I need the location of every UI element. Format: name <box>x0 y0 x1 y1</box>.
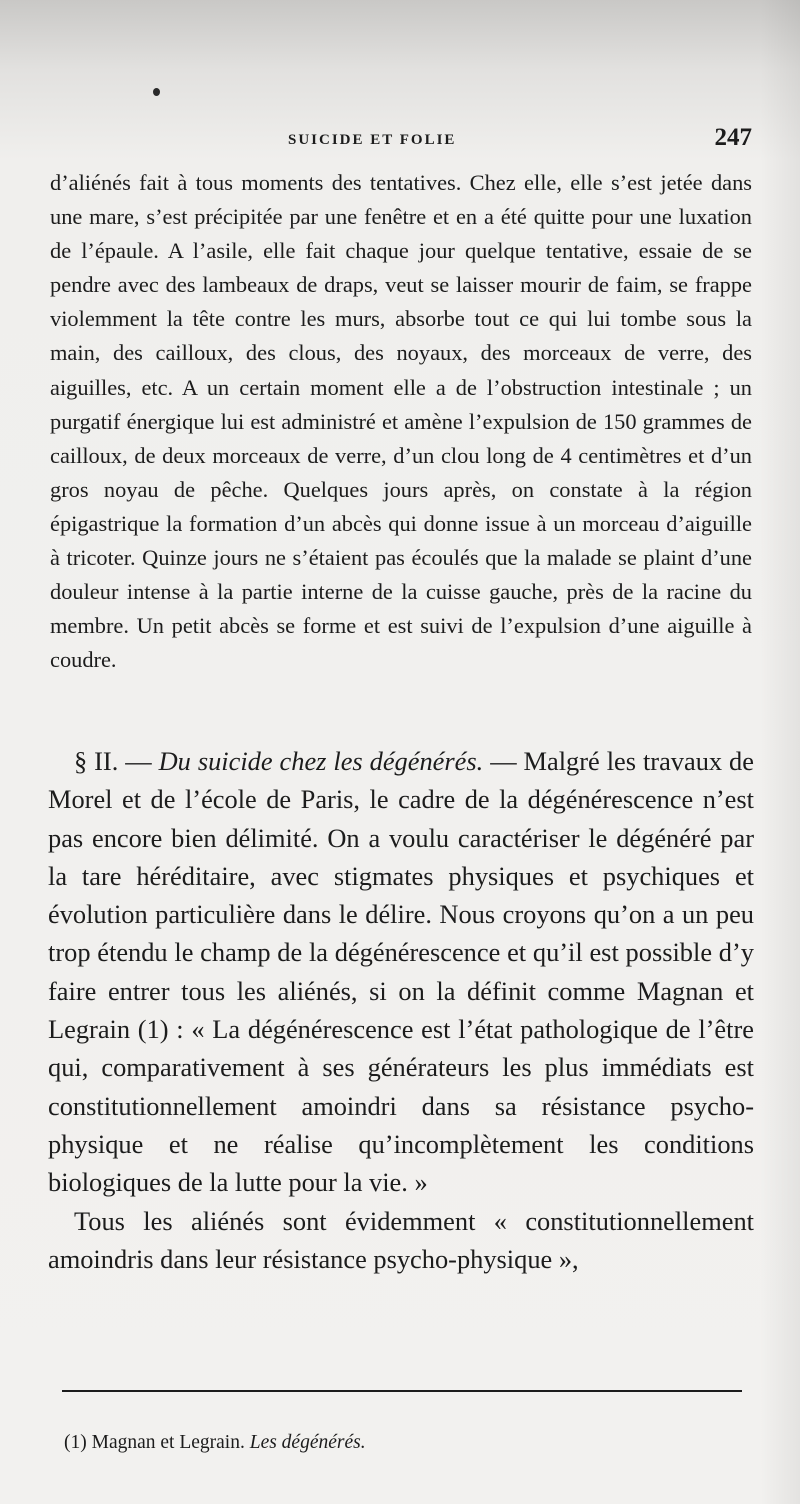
case-paragraph: d’aliénés fait à tous moments des tentatives. Chez elle, elle s’est jetée dans une mare, s’est précipitée par une fenêtre et en a été quitte pour une luxation de l’épaule. A l’asile, elle fait chaque jour quelque tentative, essaie de se pendre avec des lambeaux de draps, veut se laisser mourir de faim, se frappe violemment la tête contre les murs, absorbe tout ce qui lui tombe sous la main, des cailloux, des clous, des noyaux, des morceaux de verre, des aiguilles, etc. A un certain moment elle a de l’obstruction intestinale ; un purgatif énergique lui est administré et amène l’expulsion de 150 grammes de cailloux, de deux morceaux de verre, d’un clou long de 4 centimètres et d’un gros noyau de pêche. Quelques jours après, on constate à la région épigastrique la formation d’un abcès qui donne issue à un morceau d’aiguille à tricoter. Quinze jours ne s’étaient pas écoulés que la malade se plaint d’une douleur intense à la partie interne de la cuisse gauche, près de la racine du membre. Un petit abcès se forme et est suivi de l’expulsion d’une aiguille à coudre. <box>50 170 752 673</box>
footnote <box>64 1432 366 1454</box>
last-paragraph: Tous les aliénés sont évidemment « constitutionnellement amoindris dans leur résistance psycho-physique », <box>48 1205 754 1274</box>
footnote-title: Les dégénérés. <box>249 1432 366 1453</box>
footnote-reference: (1) Magnan et Legrain. <box>64 1432 245 1453</box>
ink-dot <box>153 88 160 96</box>
case-text-block <box>50 166 752 677</box>
page-number: 247 <box>714 124 752 151</box>
section-title: Du suicide chez les dégénérés. <box>158 746 484 776</box>
section-block <box>48 742 754 1278</box>
section-number: § II. — <box>74 746 152 776</box>
running-title: SUICIDE ET FOLIE <box>288 132 457 148</box>
footnote-rule <box>62 1390 742 1392</box>
page-edge-shadow <box>760 0 800 1504</box>
section-paragraph <box>48 742 754 1202</box>
section-text: — Malgré les travaux de Morel et de l’école de Paris, le cadre de la dégénérescence n’est pas encore bien délimité. On a voulu caractériser le dégénéré par la tare héréditaire, avec stigmates physiques et psychiques et évolution particulière dans le délire. Nous croyons qu’on a un peu trop étendu le champ de la dégénérescence et qu’il est possible d’y faire entrer tous les aliénés, si on la définit comme Magnan et Legrain (1) : « La dégénérescence est l’état pathologique de l’être qui, comparativement à ses générateurs les plus immédiats est constitutionnellement amoindri dans sa résistance psycho-physique et ne réalise qu’incomplètement les conditions biologiques de la lutte pour la vie. » <box>48 746 754 1198</box>
